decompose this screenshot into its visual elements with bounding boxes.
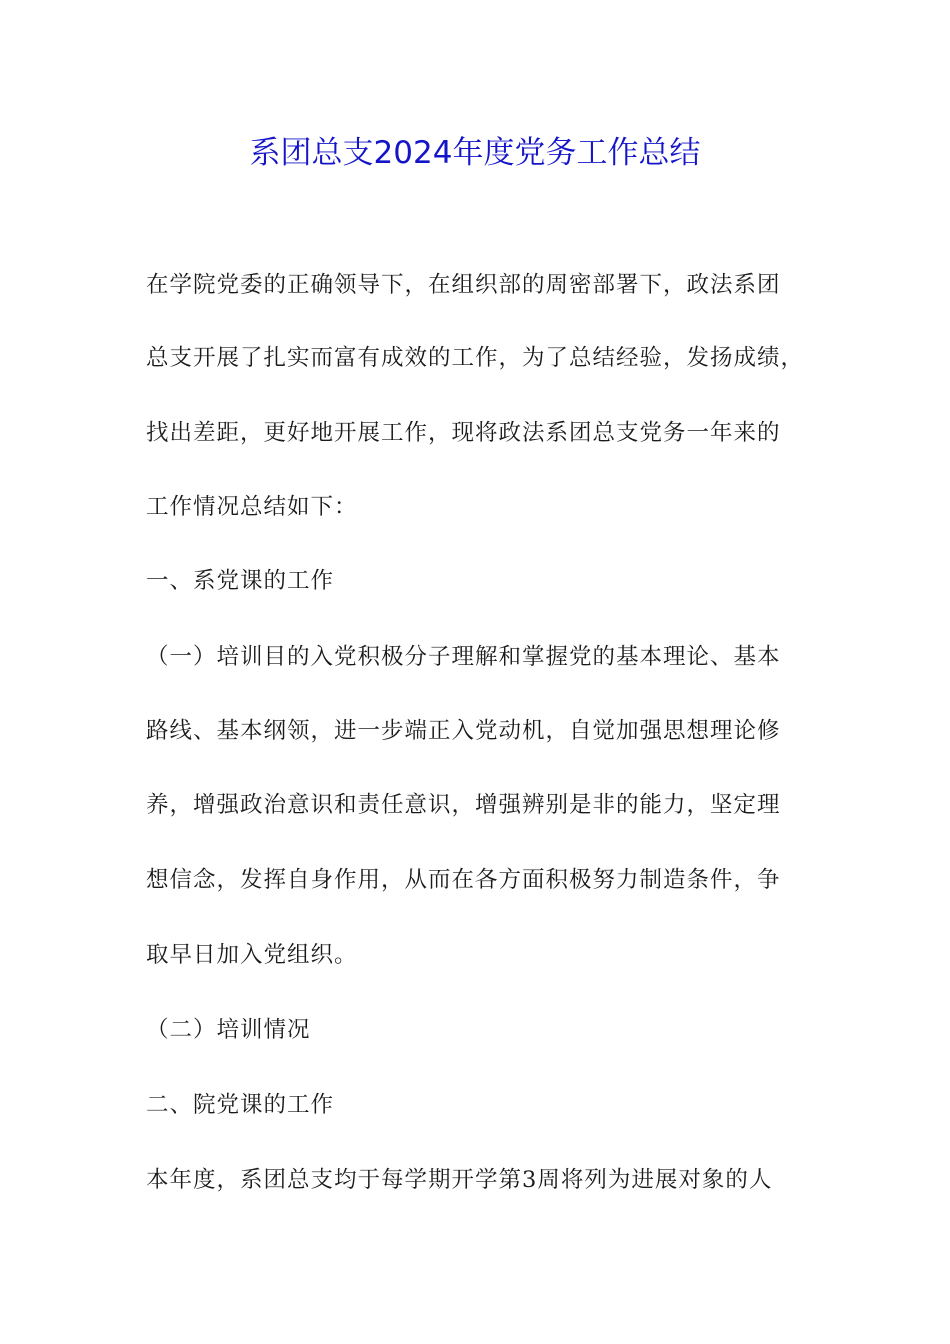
subsection-1-line-2: 路线、基本纲领，进一步端正入党动机，自觉加强思想理论修	[146, 718, 781, 744]
subsection-1-line-4: 想信念，发挥自身作用，从而在各方面积极努力制造条件，争	[146, 867, 781, 893]
intro-line-4: 工作情况总结如下：	[146, 494, 358, 520]
section-heading-2: 二、院党课的工作	[146, 1092, 335, 1118]
document-title: 系团总支2024年度党务工作总结	[249, 135, 701, 171]
section-2-line-1: 本年度，系团总支均于每学期开学第3周将列为进展对象的人	[146, 1167, 773, 1193]
subsection-1-line-1: （一）培训目的入党积极分子理解和掌握党的基本理论、基本	[146, 644, 781, 670]
subsection-1-line-5: 取早日加入党组织。	[146, 942, 358, 968]
intro-line-1: 在学院党委的正确领导下，在组织部的周密部署下，政法系团	[146, 272, 781, 298]
subsection-2-heading: （二）培训情况	[146, 1017, 311, 1043]
intro-line-2: 总支开展了扎实而富有成效的工作，为了总结经验，发扬成绩，	[146, 345, 805, 371]
section-heading-1: 一、系党课的工作	[146, 568, 335, 594]
intro-line-3: 找出差距，更好地开展工作，现将政法系团总支党务一年来的	[146, 420, 781, 446]
subsection-1-line-3: 养，增强政治意识和责任意识，增强辨别是非的能力，坚定理	[146, 792, 781, 818]
